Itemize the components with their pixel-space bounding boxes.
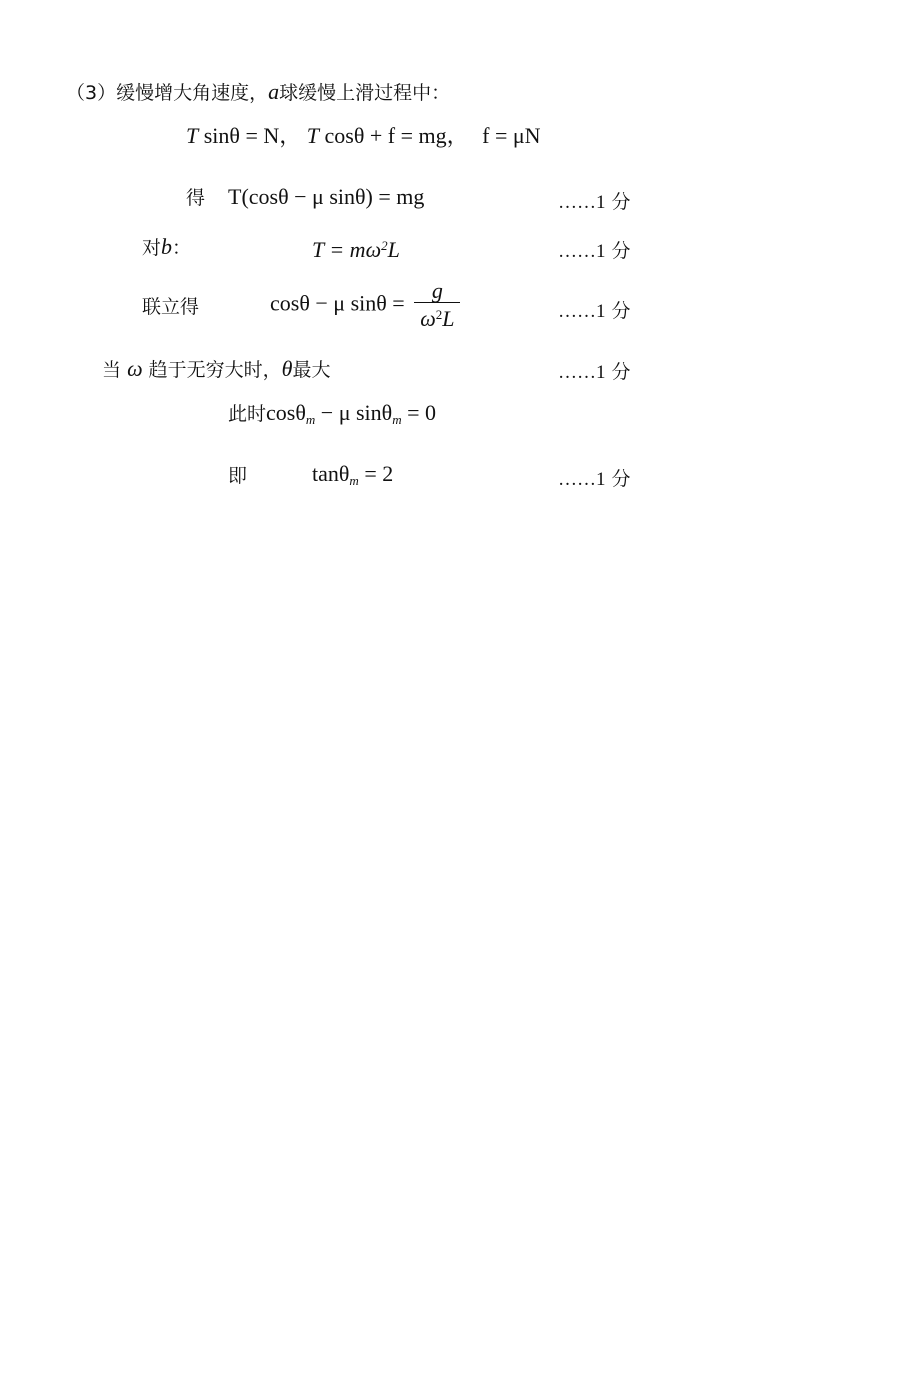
step-ji-score-value: ……1	[558, 469, 606, 490]
fraction-numerator: g	[431, 278, 443, 303]
step-limit-text3: 最大	[292, 359, 331, 381]
step-lianli-expr	[270, 280, 460, 331]
step-cishi-expr	[266, 400, 436, 425]
step-b-label	[142, 235, 191, 260]
step-cishi-sub1: m	[305, 412, 316, 427]
heading-var-a: a	[268, 79, 280, 104]
fraction-den-sup: 2	[435, 307, 443, 322]
step-limit-theta: θ	[281, 356, 293, 381]
step-cishi	[228, 401, 436, 432]
step-b-score-unit: 分	[611, 240, 631, 262]
step-lianli-expr-left: cosθ − μ sinθ =	[270, 290, 405, 316]
step-ji-score	[558, 464, 631, 491]
step-ji-expr-left: tanθ	[312, 461, 350, 486]
step-cishi-cos: cosθ	[266, 400, 306, 425]
heading-prefix: （3）缓慢增大角速度，	[66, 82, 269, 104]
step-b-expr-right: L	[387, 237, 400, 262]
eq1-T1: T	[186, 123, 199, 148]
step-limit-score-value: ……1	[558, 362, 606, 383]
step-b-expr-sup: 2	[381, 238, 388, 253]
eq1-T2: T	[306, 123, 320, 148]
step-b-score	[558, 236, 631, 263]
equation-forces	[186, 124, 541, 148]
step-de-label: 得	[186, 187, 206, 209]
step-limit-text1: 当	[102, 359, 122, 381]
step-b-expr	[312, 234, 400, 262]
step-ji-label: 即	[228, 465, 248, 487]
step-limit-score	[558, 357, 631, 384]
step-ji-expr-right: = 2	[358, 461, 394, 486]
step-ji-score-unit: 分	[611, 468, 631, 490]
step-lianli-score-value: ……1	[558, 301, 606, 322]
eq1-part3: f = μN	[482, 123, 541, 148]
problem-heading	[66, 80, 450, 105]
step-lianli-label: 联立得	[142, 296, 200, 318]
heading-suffix: 球缓慢上滑过程中：	[279, 82, 451, 104]
step-cishi-end: = 0	[401, 400, 437, 425]
step-b-label-var: b	[161, 234, 173, 259]
fraction-denominator	[414, 303, 460, 331]
fraction-den-right: L	[442, 306, 455, 331]
step-de-score	[558, 187, 631, 214]
step-ji-sub: m	[349, 473, 359, 488]
eq1-part1: sinθ = N，	[198, 123, 302, 148]
step-lianli-score-unit: 分	[611, 300, 631, 322]
step-b-expr-left: T = mω	[312, 237, 382, 262]
step-limit-text	[102, 357, 331, 382]
step-limit-text2: 趋于无穷大时，	[148, 359, 282, 381]
step-de-score-unit: 分	[611, 191, 631, 213]
step-cishi-sub2: m	[392, 412, 402, 427]
step-lianli-score	[558, 296, 631, 323]
eq1-part2: cosθ + f = mg，	[319, 123, 469, 148]
step-lianli-fraction	[414, 280, 460, 331]
step-cishi-label: 此时	[228, 403, 267, 425]
step-de-score-value: ……1	[558, 192, 606, 213]
step-cishi-middle: − μ sinθ	[315, 400, 393, 425]
step-b-score-value: ……1	[558, 241, 606, 262]
step-ji-expr	[312, 462, 393, 493]
step-de-expr: T(cosθ − μ sinθ) = mg	[228, 184, 425, 209]
step-limit-score-unit: 分	[611, 361, 631, 383]
step-limit-omega: ω	[127, 356, 143, 381]
step-b-label-suffix: ：	[172, 237, 192, 259]
step-b-label-prefix: 对	[142, 237, 162, 259]
fraction-den-left: ω	[420, 306, 436, 331]
